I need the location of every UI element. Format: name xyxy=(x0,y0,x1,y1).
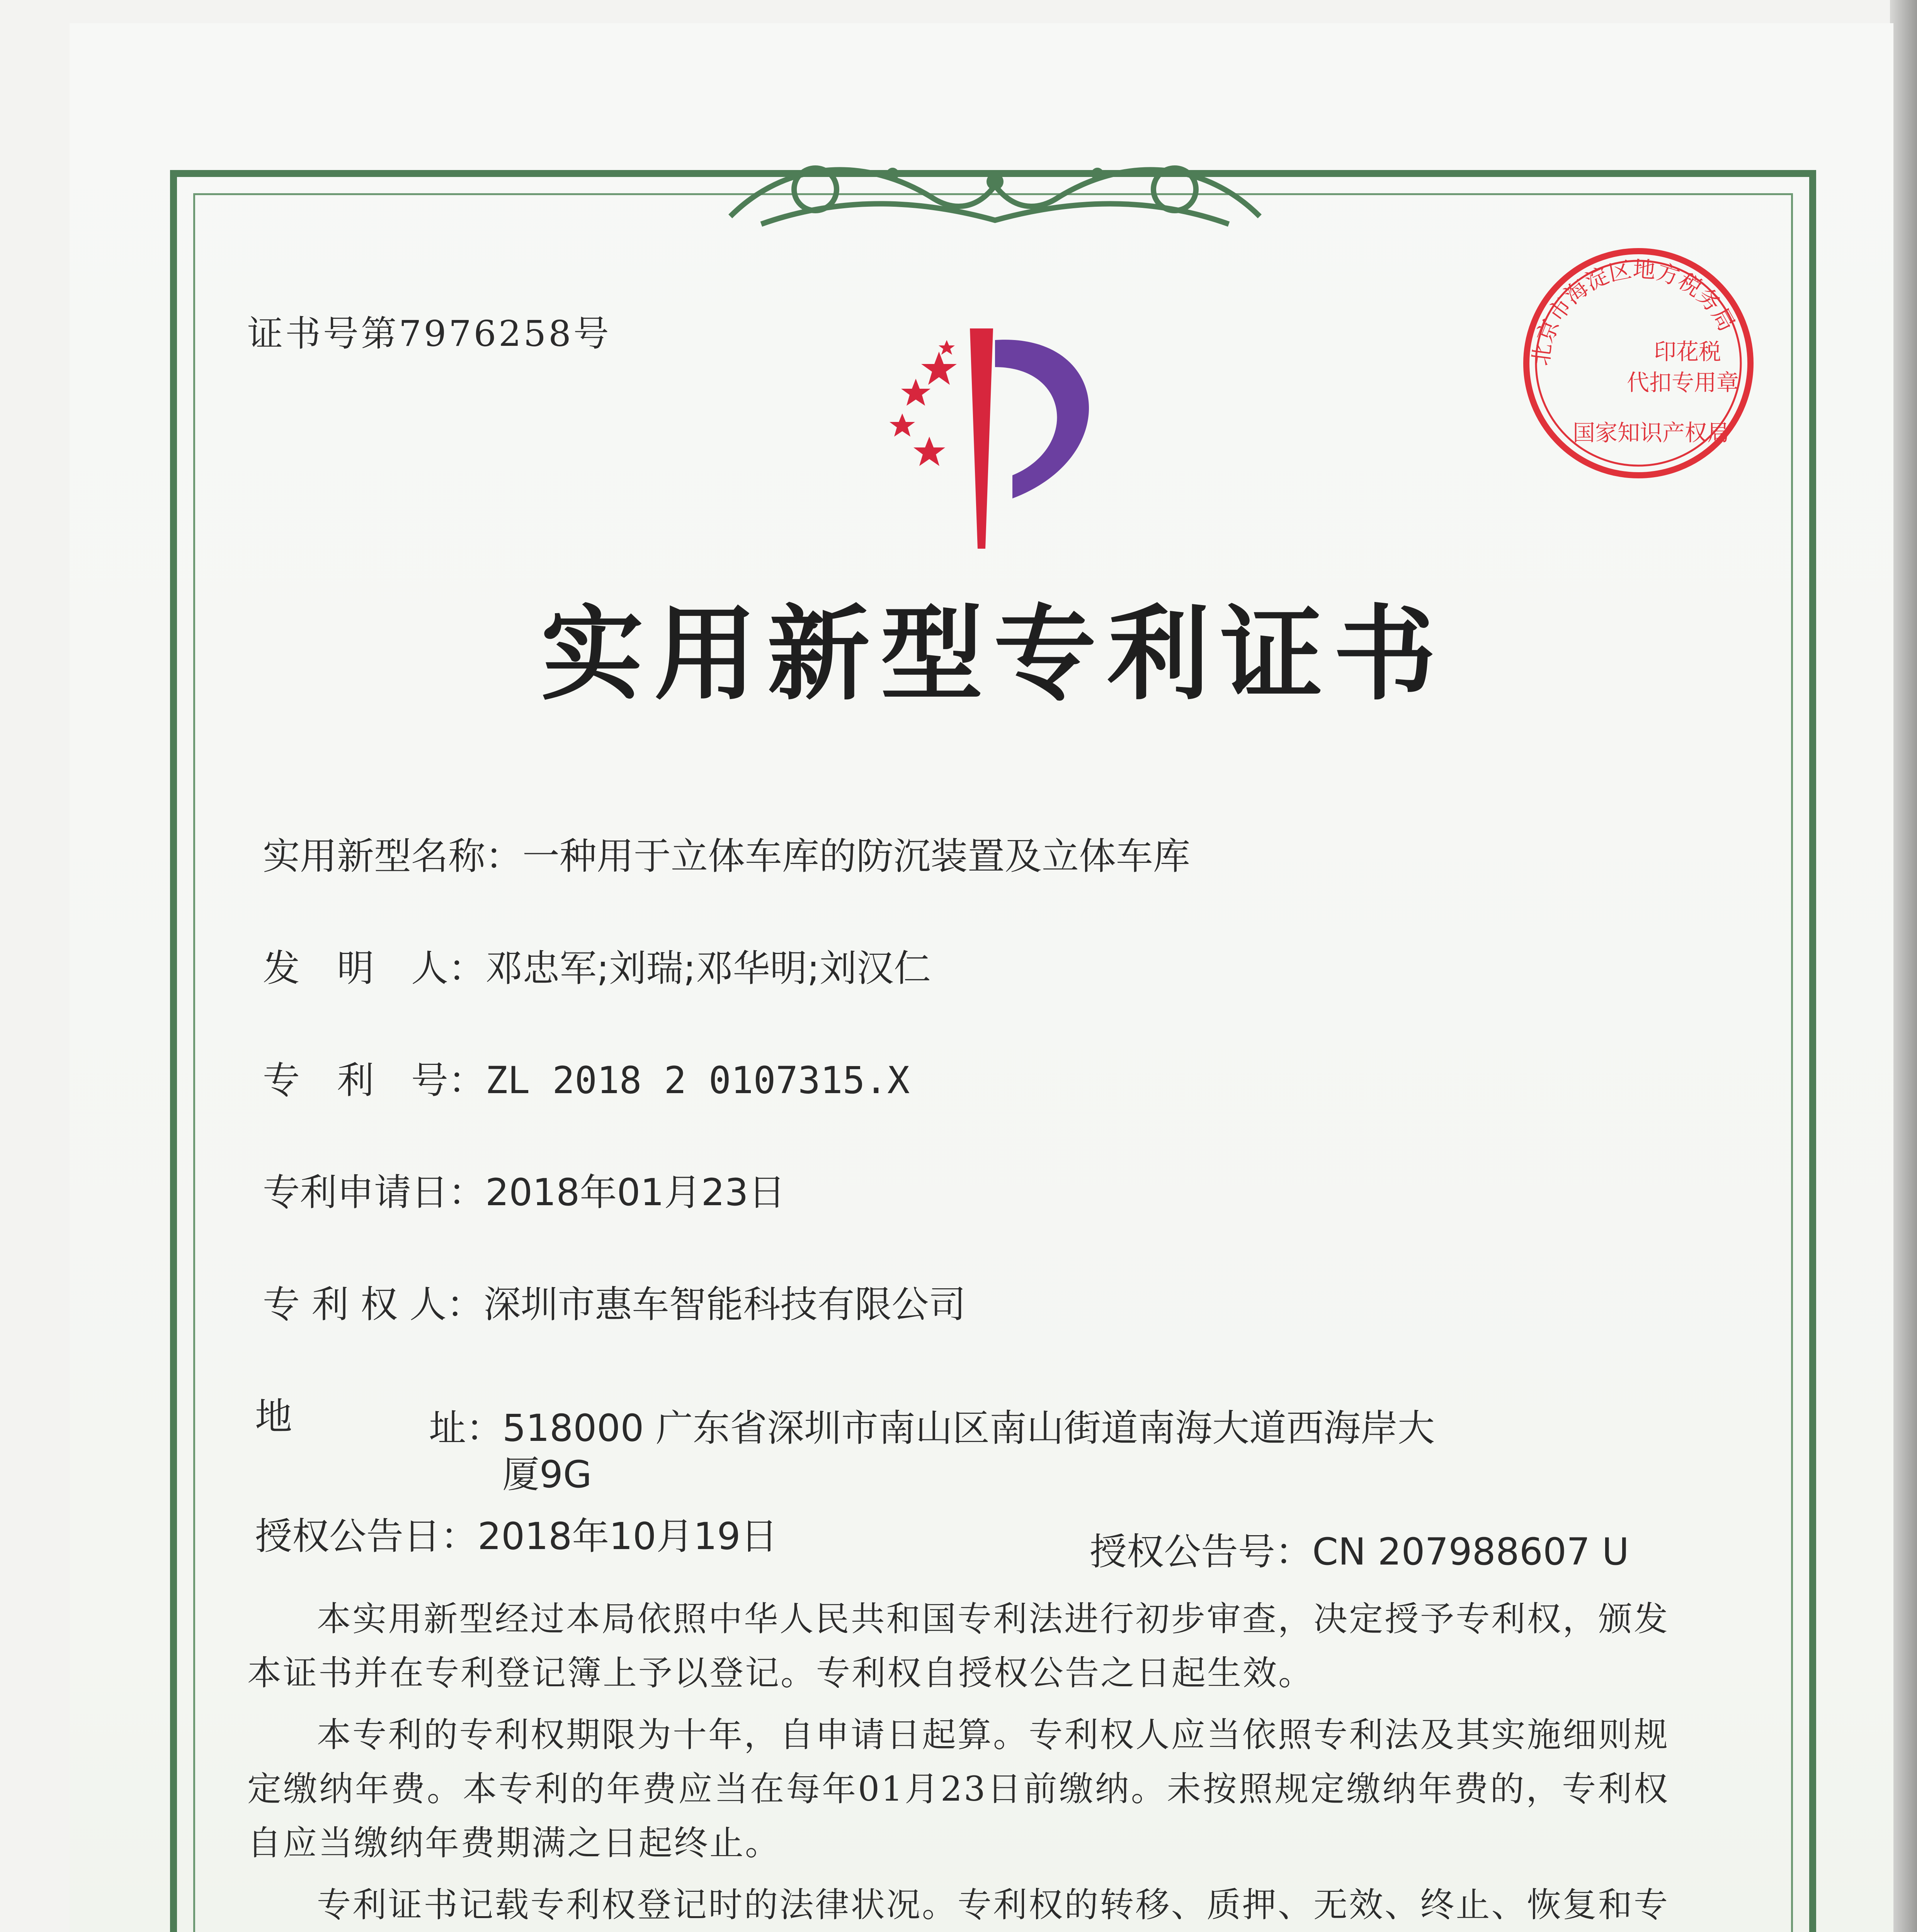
tax-stamp-center-1: 印花税 xyxy=(1654,338,1721,365)
patent-number-row xyxy=(263,1051,910,1104)
utility-model-name-label: 实用新型名称： xyxy=(263,835,522,878)
patent-number-value: ZL 2018 2 0107315.X xyxy=(485,1059,910,1102)
announce-date-row xyxy=(255,1507,778,1560)
inventors-value: 邓忠军;刘瑞;邓华明;刘汉仁 xyxy=(485,947,931,990)
announce-number-row xyxy=(1090,1522,1629,1575)
body-paragraph-1: 本实用新型经过本局依照中华人民共和国专利法进行初步审查，决定授予专利权，颁发本证书并在专利登记簿上予以登记。专利权自授权公告之日起生效。 xyxy=(247,1599,1669,1693)
tax-stamp-center-2: 代扣专用章 xyxy=(1627,369,1739,396)
filing-date-value: 2018年01月23日 xyxy=(485,1171,786,1214)
patentee-value: 深圳市惠车智能科技有限公司 xyxy=(483,1283,966,1326)
filing-date-label: 专利申请日： xyxy=(263,1171,485,1214)
announce-number-value: CN 207988607 U xyxy=(1312,1530,1629,1573)
top-ornament xyxy=(715,139,1275,240)
scan-edge xyxy=(1890,0,1917,1932)
patentee-row xyxy=(263,1275,966,1328)
certificate-title: 实用新型专利证书 xyxy=(541,595,1447,714)
certificate-number: 证书号第7976258号 xyxy=(247,313,611,354)
tax-stamp-bottom-text: 国家知识产权局 xyxy=(1573,420,1730,446)
tax-stamp-ring-text: 北京市海淀区地方税务局 xyxy=(1527,256,1740,367)
address-label-2: 址： xyxy=(429,1406,503,1450)
filing-date-row xyxy=(263,1163,786,1216)
body-paragraph-3: 专利证书记载专利权登记时的法律状况。专利权的转移、质押、无效、终止、恢复和专 xyxy=(317,1885,1669,1925)
announce-date-label: 授权公告日： xyxy=(255,1515,478,1558)
announce-date-value: 2018年10月19日 xyxy=(478,1515,778,1558)
utility-model-name-row xyxy=(263,827,1190,880)
inventors-row xyxy=(263,939,931,992)
inventors-label: 发 明 人： xyxy=(263,947,485,990)
patent-office-logo xyxy=(831,317,1140,556)
body-paragraph-2: 本专利的专利权期限为十年，自申请日起算。专利权人应当依照专利法及其实施细则规定缴纳年费。本专利的年费应当在每年01月23日前缴纳。未按照规定缴纳年费的，专利权自应当缴纳年费期满之日起终止。 xyxy=(247,1715,1669,1863)
address-label-1: 地 xyxy=(255,1395,292,1438)
patentee-label: 专 利 权 人： xyxy=(263,1283,484,1326)
tax-stamp xyxy=(1515,240,1762,487)
patent-number-label: 专 利 号： xyxy=(263,1059,485,1102)
address-value-line-1: 518000 广东省深圳市南山区南山街道南海大道西海岸大 xyxy=(502,1406,1435,1450)
announce-number-label: 授权公告号： xyxy=(1090,1530,1312,1573)
utility-model-name-value: 一种用于立体车库的防沉装置及立体车库 xyxy=(522,835,1190,878)
address-value-line-2: 厦9G xyxy=(502,1453,592,1496)
